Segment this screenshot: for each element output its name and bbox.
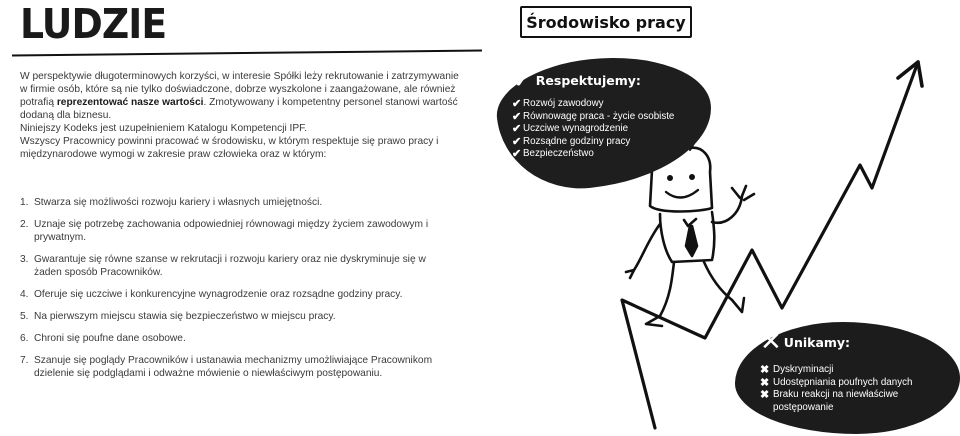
list-item bbox=[20, 253, 440, 279]
list-item-text: Oferuje się uczciwe i konkurencyjne wynagrodzenie oraz rozsądne godziny pracy. bbox=[34, 289, 403, 300]
respect-item-text: Rozsądne godziny pracy bbox=[523, 135, 631, 147]
avoid-panel bbox=[760, 327, 950, 414]
respect-item bbox=[512, 123, 702, 136]
check-icon: ✔ bbox=[512, 98, 522, 110]
list-item-number: 6. bbox=[20, 333, 29, 344]
respect-item-text: Rozwój zawodowy bbox=[523, 98, 604, 109]
intro-p1-bold: reprezentować nasze wartości bbox=[56, 97, 204, 108]
list-item-number: 5. bbox=[20, 311, 29, 322]
respect-heading bbox=[512, 65, 702, 95]
respect-heading-text: Respektujemy: bbox=[535, 72, 641, 88]
list-item-text: Stwarza się możliwości rozwoju kariery i własnych umiejętności. bbox=[34, 197, 323, 208]
intro-text bbox=[20, 70, 460, 161]
principles-list bbox=[20, 196, 440, 380]
respect-item-text: Uczciwe wynagrodzenie bbox=[523, 123, 629, 134]
avoid-item bbox=[760, 389, 950, 414]
cross-icon: ✖ bbox=[760, 389, 770, 401]
respect-item bbox=[512, 148, 702, 161]
intro-paragraph-3: Wszyscy Pracownicy powinni pracować w środowisku, w którym respektuje się prawo pracy i międzynarodowe wymogi w zakresie praw człowieka oraz w którym: bbox=[20, 136, 439, 160]
list-item bbox=[20, 310, 440, 323]
avoid-item-text: Braku reakcji na niewłaściwe postępowanie bbox=[773, 389, 899, 413]
intro-paragraph-2: Niniejszy Kodeks jest uzupełnieniem Katalogu Kompetencji IPF. bbox=[20, 123, 308, 134]
list-item-number: 7. bbox=[20, 355, 29, 366]
list-item-number: 4. bbox=[20, 289, 29, 300]
respect-item-text: Bezpieczeństwo bbox=[523, 148, 594, 159]
check-large-icon: ✓ bbox=[512, 65, 534, 95]
list-item bbox=[20, 354, 440, 380]
respect-item-text: Równowagę praca - życie osobiste bbox=[523, 110, 675, 122]
list-item bbox=[20, 218, 440, 244]
cross-icon: ✖ bbox=[760, 364, 770, 376]
list-item-text: Uznaje się potrzebę zachowania odpowiedniej równowagi między życiem zawodowym i prywatnym. bbox=[34, 219, 429, 243]
avoid-item bbox=[760, 377, 950, 390]
cross-large-icon: ✕ bbox=[760, 327, 782, 357]
check-icon: ✔ bbox=[512, 123, 522, 135]
avoid-item-text: Udostępniania poufnych danych bbox=[773, 376, 913, 388]
respect-item bbox=[512, 136, 702, 149]
respect-panel bbox=[512, 65, 702, 161]
cross-icon: ✖ bbox=[760, 376, 770, 389]
respect-item bbox=[512, 111, 702, 124]
avoid-heading bbox=[760, 327, 950, 357]
check-icon: ✔ bbox=[512, 110, 522, 123]
list-item-text: Na pierwszym miejscu stawia się bezpieczeństwo w miejscu pracy. bbox=[34, 311, 336, 322]
list-item-number: 2. bbox=[20, 219, 29, 230]
intro-p1-part-b: . Zmotywowany i kompetentny personel stanowi wartość dodaną dla biznesu. bbox=[20, 97, 458, 121]
list-item bbox=[20, 332, 440, 345]
list-item-text: Chroni się poufne dane osobowe. bbox=[34, 333, 186, 344]
respect-list bbox=[512, 98, 702, 161]
list-item-number: 1. bbox=[20, 197, 29, 208]
avoid-item-text: Dyskryminacji bbox=[773, 364, 834, 375]
list-item bbox=[20, 288, 440, 301]
list-item-text: Szanuje się poglądy Pracowników i ustanawia mechanizmy umożliwiające Pracownikom dzielenie się podglądami i odważne mówienie o niewłaściwym postępowaniu. bbox=[34, 355, 433, 379]
avoid-heading-text: Unikamy: bbox=[783, 334, 851, 350]
respect-item bbox=[512, 98, 702, 111]
check-icon: ✔ bbox=[512, 148, 522, 160]
page-title: LUDZIE bbox=[20, 0, 167, 48]
section-label-box: Środowisko pracy bbox=[520, 6, 692, 38]
list-item-number: 3. bbox=[20, 254, 29, 265]
list-item bbox=[20, 196, 440, 209]
list-item-text: Gwarantuje się równe szanse w rekrutacji i rozwoju kariery oraz nie dyskryminuje się w żaden sposób Pracowników. bbox=[34, 254, 426, 278]
intro-paragraph-1 bbox=[20, 70, 460, 122]
intro-p1-part-a: W perspektywie długoterminowych korzyści, w interesie Spółki leży rekrutowanie i zatrzymywanie w firmie osób, które są nie tylko doświadczone, dobrze wyszkolone i zaangażowane, ale również potrafią bbox=[20, 71, 459, 108]
avoid-list bbox=[760, 364, 950, 414]
avoid-item bbox=[760, 364, 950, 377]
check-icon: ✔ bbox=[512, 135, 522, 148]
